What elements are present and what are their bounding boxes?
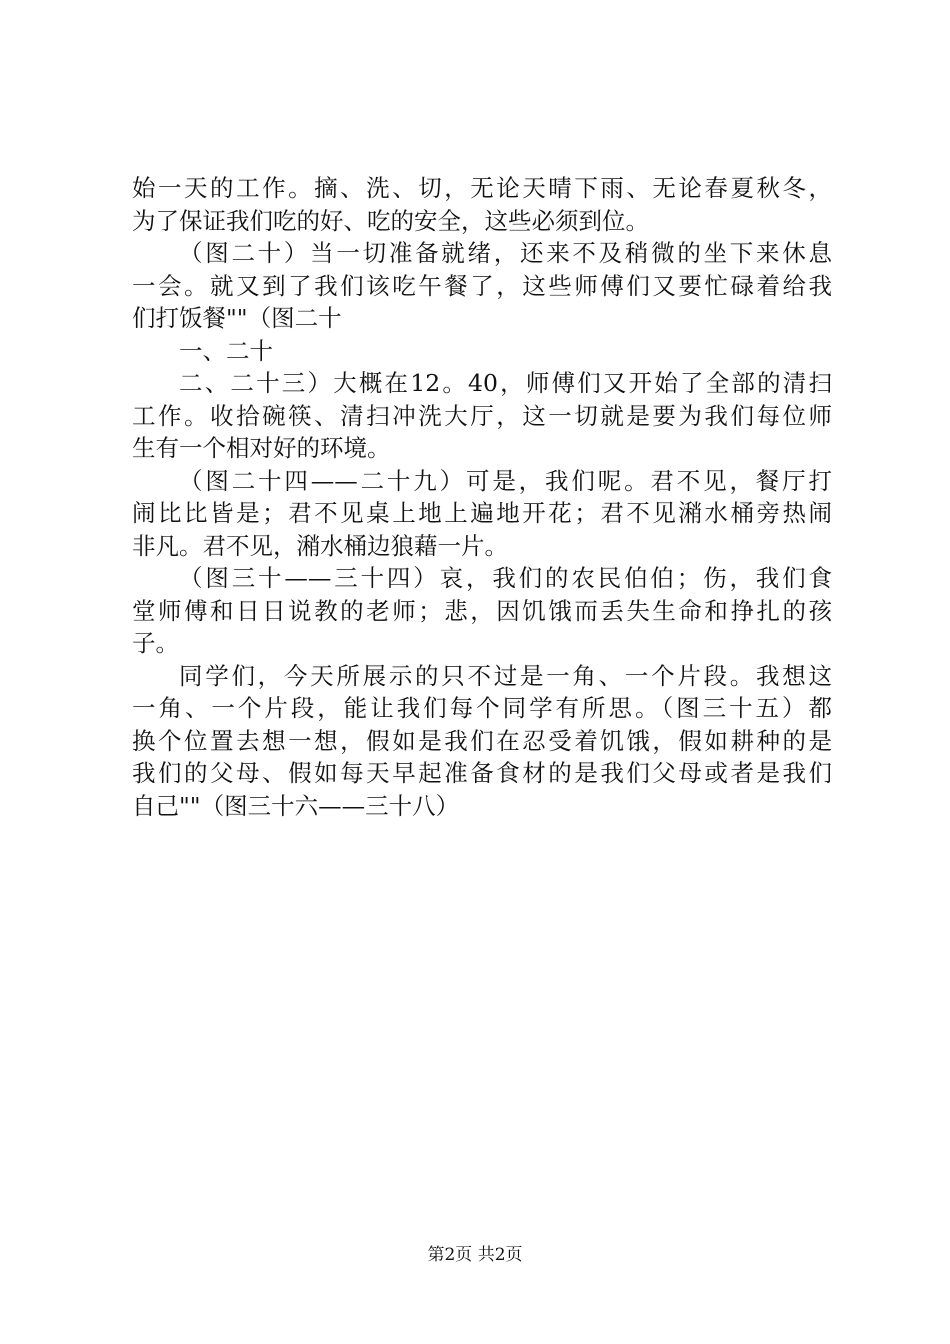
- text-line: 闹比比皆是；君不见桌上地上遍地开花；君不见潲水桶旁热闹: [132, 499, 832, 527]
- text-line: （图二十四——二十九）可是，我们呢。君不见，餐厅打: [179, 466, 832, 495]
- text-line: 同学们，今天所展示的只不过是一角、一个片段。我想这: [179, 661, 832, 690]
- document-body: [132, 172, 832, 822]
- text-line: 堂师傅和日日说教的老师；悲，因饥饿而丢失生命和挣扎的孩: [132, 596, 832, 625]
- text-line: 始一天的工作。摘、洗、切，无论天晴下雨、无论春夏秋冬，: [132, 174, 832, 202]
- text-line: 非凡。君不见，潲水桶边狼藉一片。: [132, 531, 508, 560]
- text-line: 为了保证我们吃的好、吃的安全，这些必须到位。: [132, 206, 649, 235]
- text-line: 一会。就又到了我们该吃午餐了，这些师傅们又要忙碌着给我: [132, 271, 832, 300]
- text-line: 一、二十: [179, 336, 273, 365]
- text-line: 我们的父母、假如每天早起准备食材的是我们父母或者是我们: [132, 759, 832, 787]
- text-line: 工作。收拾碗筷、清扫冲洗大厅，这一切就是要为我们每位师: [132, 401, 832, 430]
- page-number: 第2页 共2页: [427, 1245, 523, 1265]
- text-line: 二、二十三）大概在12。40，师傅们又开始了全部的清扫: [179, 369, 832, 397]
- page-footer: [0, 1244, 950, 1266]
- text-line: 们打饭餐""（图二十: [132, 304, 342, 332]
- text-line: 自己""（图三十六——三十八）: [132, 791, 460, 820]
- text-line: 子。: [132, 629, 179, 657]
- text-line: （图三十——三十四）哀，我们的农民伯伯；伤，我们食: [179, 564, 832, 592]
- text-line: 换个位置去想一想，假如是我们在忍受着饥饿，假如耕种的是: [132, 726, 832, 755]
- text-line: （图二十）当一切准备就绪，还来不及稍微的坐下来休息: [179, 239, 832, 267]
- text-line: 一角、一个片段，能让我们每个同学有所思。（图三十五）都: [132, 694, 832, 722]
- text-line: 生有一个相对好的环境。: [132, 434, 391, 462]
